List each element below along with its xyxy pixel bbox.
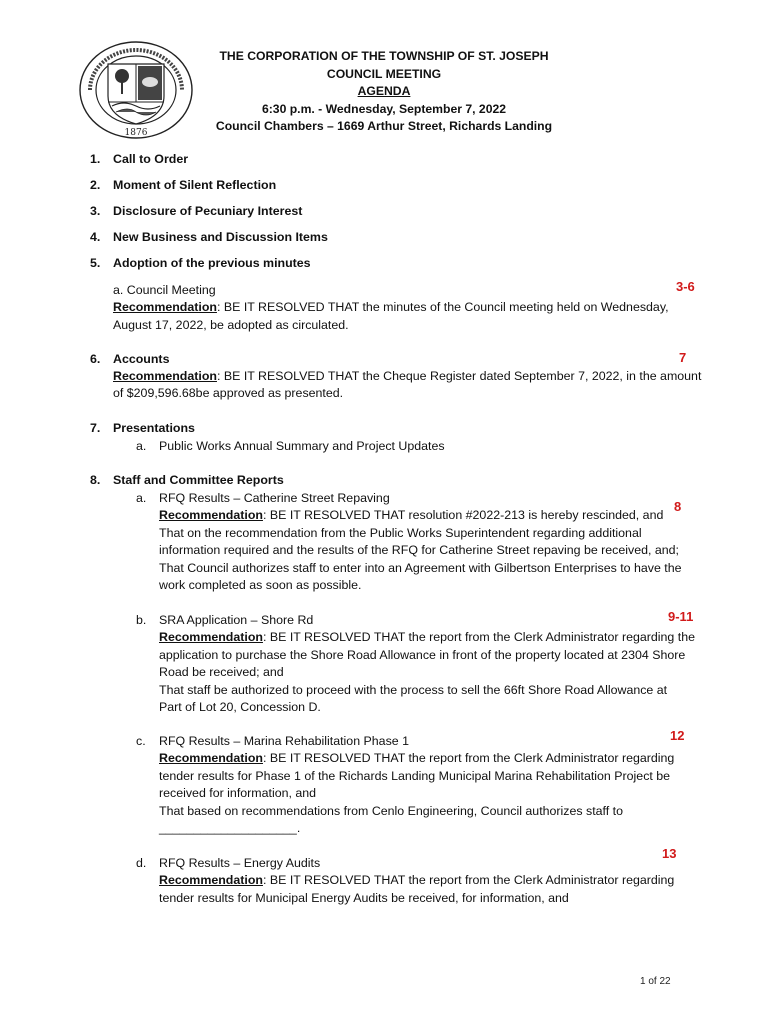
page-ref-13: 13 — [662, 846, 677, 861]
accounts-recommendation: Recommendation: BE IT RESOLVED THAT the Cheque Register dated September 7, 2022, in the amount of $209,596.68be approved as presented. — [113, 369, 702, 401]
page-ref-8: 8 — [674, 499, 682, 514]
agenda-title: AGENDA — [357, 84, 411, 99]
svg-text:1876: 1876 — [124, 128, 148, 138]
agenda-item-7: 7. Presentations — [90, 421, 195, 435]
township-name: THE CORPORATION OF THE TOWNSHIP OF ST. JOSEPH — [219, 49, 549, 63]
report-energy-audits: d. RFQ Results – Energy Audits Recommendation: BE IT RESOLVED THAT the report from the Clerk Administrator regarding tender results for Municipal Energy Audits be received, for information, and — [136, 856, 675, 905]
meeting-location: Council Chambers – 1669 Arthur Street, Richards Landing — [215, 119, 553, 134]
agenda-header — [200, 48, 568, 136]
report-shore-road: b. SRA Application – Shore Rd Recommendation: BE IT RESOLVED THAT the report from the Clerk Administrator regarding the application to purchase the Shore Road Allowance in front of the property located at 2304 Shore Road be received; and That staff be authorized to proceed with the process to sell the 66ft Shore Road Allowance at Part of Lot 20, Concession D. — [136, 613, 695, 715]
page-ref-9-11: 9-11 — [668, 609, 694, 624]
page-ref-3-6: 3-6 — [676, 279, 695, 294]
meeting-datetime: 6:30 p.m. - Wednesday, September 7, 2022 — [261, 101, 507, 116]
page-ref-12: 12 — [670, 728, 685, 743]
page-number: 1 of 22 — [640, 976, 671, 987]
report-marina: c. RFQ Results – Marina Rehabilitation Phase 1 Recommendation: BE IT RESOLVED THAT the report from the Clerk Administrator regarding tender results for Phase 1 of the Richards Landing Municipal Marina Rehabilitation Project be received for information, and That based on recommendations from Cenlo Engineering, Council authorizes staff to ____________________. — [136, 734, 675, 836]
agenda-item-1: 1. Call to Order — [90, 152, 189, 166]
minutes-council-meeting: a. Council Meeting Recommendation: BE IT RESOLVED THAT the minutes of the Council meeting held on Wednesday, August 17, 2022, be adopted as circulated. — [113, 283, 669, 332]
township-seal — [78, 40, 194, 140]
agenda-item-8: 8. Staff and Committee Reports — [90, 473, 284, 487]
agenda-item-6: 6. Accounts — [90, 352, 170, 366]
agenda-item-2: 2. Moment of Silent Reflection — [90, 178, 277, 192]
agenda-item-4: 4. New Business and Discussion Items — [90, 230, 328, 244]
agenda-item-3: 3. Disclosure of Pecuniary Interest — [90, 204, 303, 218]
agenda-item-5: 5. Adoption of the previous minutes — [90, 256, 311, 270]
report-catherine-street: a. RFQ Results – Catherine Street Repaving Recommendation: BE IT RESOLVED THAT resolution #2022-213 is hereby rescinded, and That on the recommendation from the Public Works Superintendent regarding additional information required and the results of the RFQ for Catherine Street repaving be received, and; That Council authorizes staff to enter into an Agreement with Gilbertson Enterprises to have the work completed as soon as possible. — [136, 491, 682, 593]
meeting-type: COUNCIL MEETING — [326, 66, 442, 81]
presentation-public-works: a. Public Works Annual Summary and Project Updates — [136, 439, 445, 453]
page-ref-7: 7 — [679, 350, 687, 365]
